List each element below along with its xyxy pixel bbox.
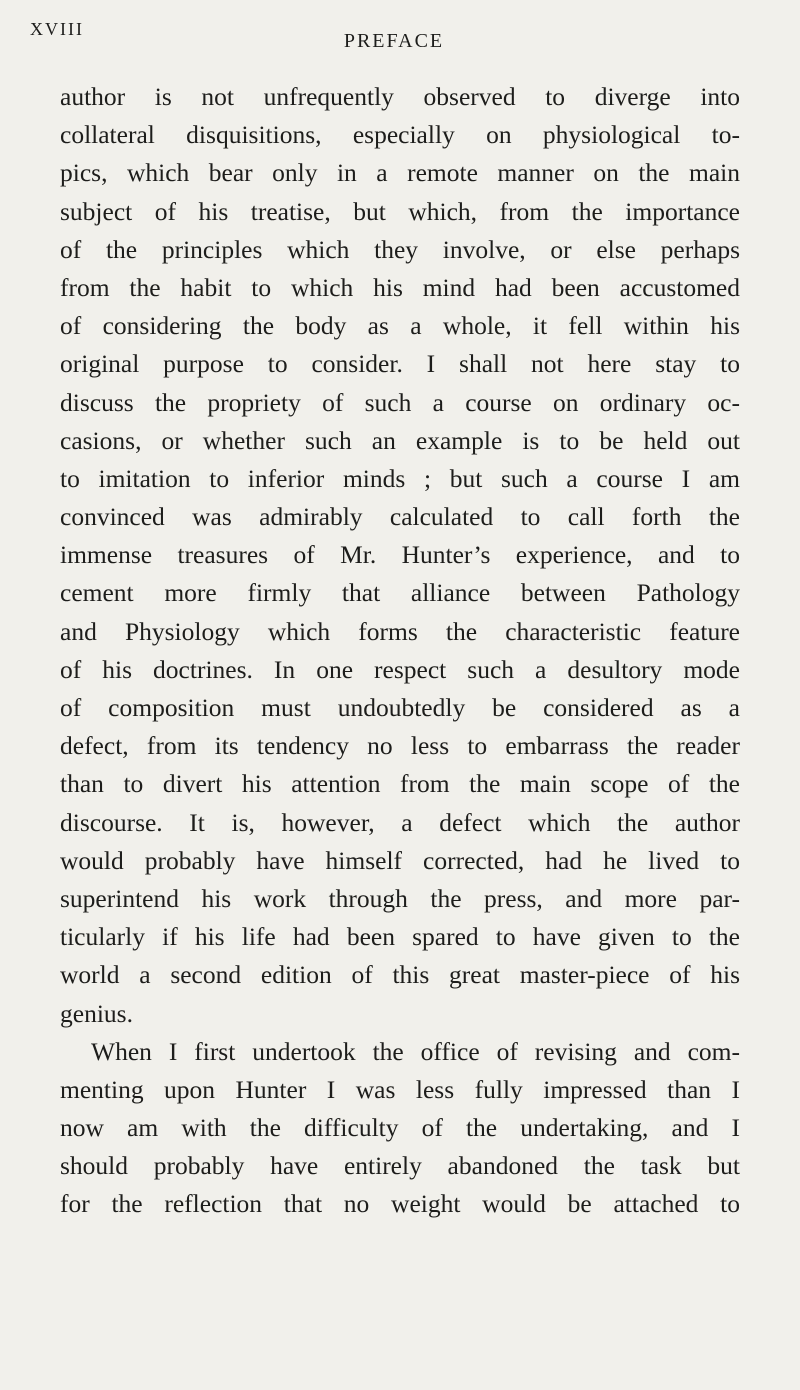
text-line: genius. xyxy=(60,998,133,1028)
text-line: pics, which bear only in a remote manner on the main xyxy=(60,158,740,188)
text-line: of the principles which they involve, or else perhaps xyxy=(60,234,740,264)
text-line: immense treasures of Mr. Hunter’s experience, and to xyxy=(60,540,740,570)
text-line: of composition must undoubtedly be considered as a xyxy=(60,693,740,722)
text-line: subject of his treatise, but which, from the importance xyxy=(60,196,740,226)
text-line: and Physiology which forms the characteristic feature xyxy=(60,616,740,646)
body-text xyxy=(60,78,740,1224)
text-line: discourse. It is, however, a defect which the author xyxy=(60,807,740,837)
text-line: superintend his work through the press, and more par- xyxy=(60,883,740,913)
text-line: of his doctrines. In one respect such a desultory mode xyxy=(60,654,740,684)
page-header xyxy=(30,14,770,64)
text-line: now am with the difficulty of the undertaking, and I xyxy=(60,1113,740,1143)
text-line: than to divert his attention from the main scope of the xyxy=(60,769,740,799)
text-line: cement more firmly that alliance between Pathology xyxy=(60,578,740,608)
text-line: convinced was admirably calculated to call forth the xyxy=(60,502,740,532)
page-number: xviii xyxy=(30,14,84,41)
text-line: menting upon Hunter I was less fully impressed than I xyxy=(60,1074,740,1104)
text-line: discuss the propriety of such a course on ordinary oc- xyxy=(60,387,740,417)
text-line: world a second edition of this great master-piece of his xyxy=(60,960,740,990)
running-head: PREFACE xyxy=(343,30,445,52)
text-line: would probably have himself corrected, had he lived to xyxy=(60,845,740,875)
text-line: casions, or whether such an example is to be held out xyxy=(60,425,740,455)
text-line: original purpose to consider. I shall not here stay to xyxy=(60,349,740,379)
text-line: ticularly if his life had been spared to have given to the xyxy=(60,922,740,952)
text-line: should probably have entirely abandoned the task but xyxy=(60,1151,740,1181)
text-line: author is not unfrequently observed to diverge into xyxy=(60,82,740,111)
text-line: of considering the body as a whole, it fell within his xyxy=(60,311,740,341)
text-line: defect, from its tendency no less to embarrass the reader xyxy=(60,731,740,761)
text-line: for the reflection that no weight would be attached to xyxy=(60,1189,740,1219)
text-line: from the habit to which his mind had been accustomed xyxy=(60,272,740,302)
paragraph-first-line: When I first undertook the office of revising and com- xyxy=(91,1036,740,1066)
text-line: to imitation to inferior minds ; but such a course I am xyxy=(60,463,740,493)
text-line: collateral disquisitions, especially on physiological to- xyxy=(60,120,740,150)
